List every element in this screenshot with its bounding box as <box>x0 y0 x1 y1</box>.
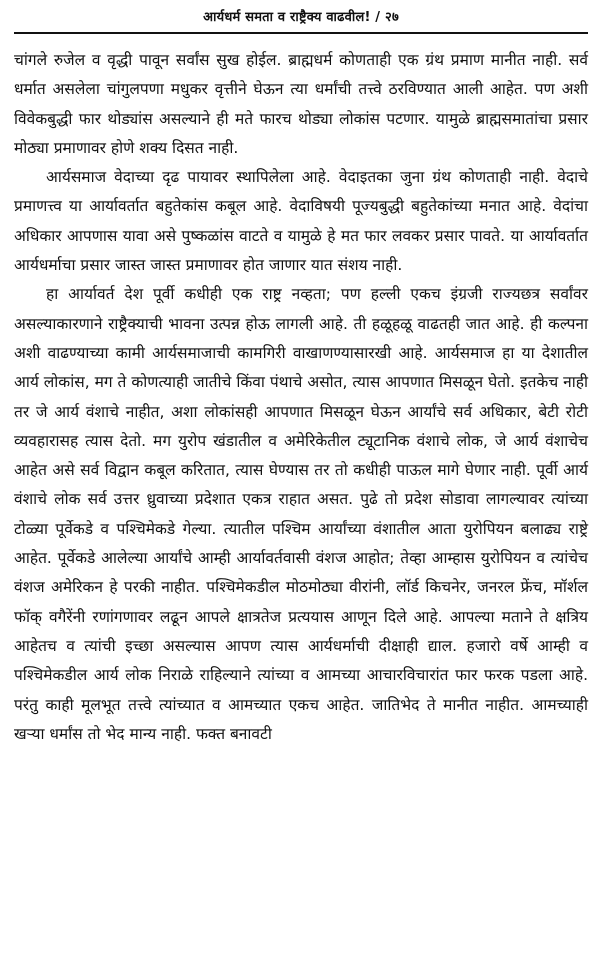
paragraph-2: आर्यसमाज वेदाच्या दृढ पायावर स्थापिलेला आहे. वेदाइतका जुना ग्रंथ कोणताही नाही. वेदाचे प्रमाणत्त्व या आर्यावर्तात बहुतेकांस कबूल आहे. वेदाविषयी पूज्यबुद्धी बहुतेकांच्या मनात आहे. वेदांचा अधिकार आपणास यावा असे पुष्कळांस वाटते व यामुळे हे मत फार लवकर प्रसार पावते. या आर्यावर्तात आर्यधर्माचा प्रसार जास्त जास्त प्रमाणावर होत जाणार यात संशय नाही. <box>14 168 588 275</box>
header-rule <box>14 32 588 34</box>
running-header: आर्यधर्म समता व राष्ट्रैक्य वाढवील! / २७ <box>203 10 399 25</box>
body-text <box>14 46 588 749</box>
paragraph-3: हा आर्यावर्त देश पूर्वी कधीही एक राष्ट्र नव्हता; पण हल्ली एकच इंग्रजी राज्यछत्र सर्वांवर असल्याकारणाने राष्ट्रैक्याची भावना उत्पन्न होऊ लागली आहे. ती हळूहळू वाढतही जात आहे. ही कल्पना अशी वाढण्याच्या कामी आर्यसमाजाची कामगिरी वाखाणण्यासारखी आहे. आर्यसमाज हा या देशातील आर्य लोकांस, मग ते कोणत्याही जातीचे किंवा पंथाचे असोत, त्यास आपणात मिसळून घेतो. इतकेच नाही तर जे आर्य वंशाचे नाहीत, अशा लोकांसही आपणात मिसळून घेऊन आर्यांचे सर्व अधिकार, बेटी रोटी व्यवहारासह त्यास देतो. मग युरोप खंडातील व अमेरिकेतील ट्यूटानिक वंशाचे लोक, जे आर्य वंशाचेच आहेत असे सर्व विद्वान कबूल करितात, त्यास घेण्यास तर तो कधीही पाऊल मागे घेणार नाही. पूर्वी आर्य वंशाचे लोक सर्व उत्तर ध्रुवाच्या प्रदेशात एकत्र राहात असत. पुढे तो प्रदेश सोडावा लागल्यावर त्यांच्या टोळ्या पूर्वेकडे व पश्चिमेकडे गेल्या. त्यातील पश्चिम आर्यांच्या वंशातील आता युरोपियन बलाढ्य राष्ट्रे आहेत. पूर्वेकडे आलेल्या आर्यांचे आम्ही आर्यावर्तवासी वंशज आहोत; तेव्हा आम्हास युरोपियन व त्यांचेच वंशज अमेरिकन हे परकी नाहीत. पश्चिमेकडील मोठमोठ्या वीरांनी, लॉर्ड किचनेर, जनरल फ्रेंच, मॉर्शल फॉक् वगैरेंनी रणांगणावर लढून आपले क्षात्रतेज प्रत्ययास आणून दिले आहे. आपल्या मताने ते क्षत्रिय आहेतच व त्यांची इच्छा असल्यास आपण त्यास आर्यधर्माची दीक्षाही द्याल. हजारो वर्षे आम्ही व पश्चिमेकडील आर्य लोक निराळे राहिल्याने त्यांच्या व आमच्या आचारविचारांत फार फरक पडला आहे. परंतु काही मूलभूत तत्त्वे त्यांच्यात व आमच्यात एकच आहेत. जातिभेद ते मानीत नाहीत. आमच्याही खऱ्या धर्मांस तो भेद मान्य नाही. फक्त बनावटी <box>14 285 588 743</box>
book-page <box>14 0 588 965</box>
paragraph-1: चांगले रुजेल व वृद्धी पावून सर्वांस सुख होईल. ब्राह्मधर्म कोणताही एक ग्रंथ प्रमाण मानीत नाही. सर्व धर्मात असलेला चांगुलपणा मधुकर वृत्तीने घेऊन त्या धर्मांची तत्त्वे ठरविण्यात आली आहेत. पण अशी विवेकबुद्धी फार थोड्यांस असल्याने ही मते फारच थोड्या लोकांस पटणार. यामुळे ब्राह्मसमातांचा प्रसार मोठ्या प्रमाणावर होणे शक्य दिसत नाही. <box>14 51 588 157</box>
